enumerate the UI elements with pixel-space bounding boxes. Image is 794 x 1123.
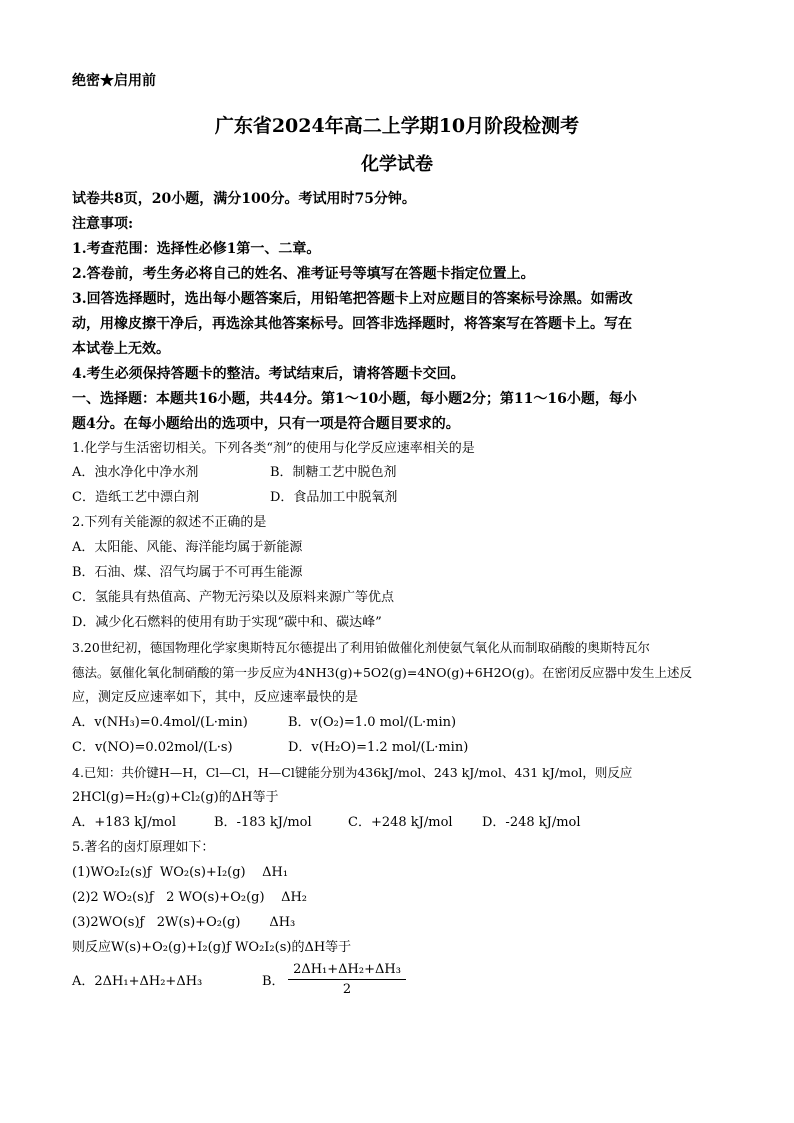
fraction-numerator: 2ΔH₁+ΔH₂+ΔH₃ bbox=[288, 962, 406, 980]
subject-title: 化学试卷 bbox=[361, 154, 433, 175]
q2-option-c: C．氢能具有热值高、产物无污染以及原料来源广等优点 bbox=[72, 590, 394, 605]
q3-stem-line2: 德法。氨催化氧化制硝酸的第一步反应为4NH3(g)+5O2(g)=4NO(g)+6H2O(g)。在密闭反应器中发生上述反 bbox=[72, 665, 693, 680]
q5-reaction-1: (1)WO₂I₂(s)ƒ WO₂(s)+I₂(g) ΔH₁ bbox=[72, 865, 289, 880]
section-heading-line2: 题4分。在每小题给出的选项中，只有一项是符合题目要求的。 bbox=[72, 416, 460, 432]
q3-option-b: B．v(O₂)=1.0 mol/(L·min) bbox=[288, 715, 457, 730]
notice-item-1: 1.考查范围：选择性必修1第一、二章。 bbox=[72, 241, 321, 257]
notice-item-3-line2: 动，用橡皮擦干净后，再选涂其他答案标号。回答非选择题时，将答案写在答题卡上。写在 bbox=[72, 316, 632, 332]
q3-option-c: C．v(NO)=0.02mol/(L·s) bbox=[72, 740, 233, 755]
q1-option-b: B．制糖工艺中脱色剂 bbox=[270, 465, 397, 480]
q1-option-d: D．食品加工中脱氧剂 bbox=[270, 490, 398, 505]
page-title: 广东省2024年高二上学期10月阶段检测考 bbox=[214, 115, 580, 137]
q1-option-c: C．造纸工艺中漂白剂 bbox=[72, 490, 199, 505]
fraction-denominator: 2 bbox=[342, 982, 352, 997]
q4-option-a: A．+183 kJ/mol bbox=[72, 815, 177, 830]
q5-reaction-3: (3)2WO(s)ƒ 2W(s)+O₂(g) ΔH₃ bbox=[72, 915, 296, 930]
q1-option-a: A．浊水净化中净水剂 bbox=[72, 465, 199, 480]
q3-stem-line1: 3.20世纪初，德国物理化学家奥斯特瓦尔德提出了利用铂做催化剂使氨气氧化从而制取硝酸的奥斯特瓦尔 bbox=[72, 640, 650, 655]
confidential-mark: 绝密★启用前 bbox=[72, 73, 156, 89]
q5-reaction-2: (2)2 WO₂(s)ƒ 2 WO(s)+O₂(g) ΔH₂ bbox=[72, 890, 308, 905]
q2-stem: 2.下列有关能源的叙述不正确的是 bbox=[72, 515, 267, 530]
q5-option-b-fraction bbox=[288, 962, 406, 999]
q1-stem: 1.化学与生活密切相关。下列各类“剂”的使用与化学反应速率相关的是 bbox=[72, 441, 475, 456]
q5-ask: 则反应W(s)+O₂(g)+I₂(g)ƒ WO₂I₂(s)的ΔH等于 bbox=[72, 940, 352, 955]
notice-item-3-line1: 3.回答选择题时，选出每小题答案后，用铅笔把答题卡上对应题目的答案标号涂黑。如需改 bbox=[72, 291, 633, 307]
q5-option-b-label: B． bbox=[262, 974, 285, 989]
notice-item-3-line3: 本试卷上无效。 bbox=[72, 341, 170, 357]
q5-stem: 5.著名的卤灯原理如下： bbox=[72, 840, 215, 855]
section-heading-line1: 一、选择题：本题共16小题，共44分。第1～10小题，每小题2分；第11～16小题，每小 bbox=[72, 391, 637, 407]
q2-option-a: A．太阳能、风能、海洋能均属于新能源 bbox=[72, 540, 303, 555]
q5-option-a: A．2ΔH₁+ΔH₂+ΔH₃ bbox=[72, 974, 203, 989]
notice-item-2: 2.答卷前，考生务必将自己的姓名、准考证号等填写在答题卡指定位置上。 bbox=[72, 266, 535, 282]
notice-label: 注意事项: bbox=[72, 216, 134, 232]
q4-option-c: C．+248 kJ/mol bbox=[348, 815, 453, 830]
q3-stem-line3: 应，测定反应速率如下，其中，反应速率最快的是 bbox=[72, 690, 359, 705]
q2-option-d: D．减少化石燃料的使用有助于实现“碳中和、碳达峰” bbox=[72, 615, 382, 630]
q2-option-b: B．石油、煤、沼气均属于不可再生能源 bbox=[72, 565, 303, 580]
q3-option-d: D．v(H₂O)=1.2 mol/(L·min) bbox=[288, 740, 469, 755]
q4-option-b: B．-183 kJ/mol bbox=[214, 815, 312, 830]
q4-option-d: D．-248 kJ/mol bbox=[482, 815, 581, 830]
q4-stem-line2: 2HCl(g)=H₂(g)+Cl₂(g)的ΔH等于 bbox=[72, 790, 279, 805]
exam-summary: 试卷共8页，20小题，满分100分。考试用时75分钟。 bbox=[72, 191, 416, 207]
notice-item-4: 4.考生必须保持答题卡的整洁。考试结束后，请将答题卡交回。 bbox=[72, 366, 465, 382]
q3-option-a: A．v(NH₃)=0.4mol/(L·min) bbox=[72, 715, 248, 730]
q4-stem-line1: 4.已知：共价键H—H，Cl—Cl，H—Cl键能分别为436kJ/mol、243 kJ/mol、431 kJ/mol，则反应 bbox=[72, 765, 633, 780]
